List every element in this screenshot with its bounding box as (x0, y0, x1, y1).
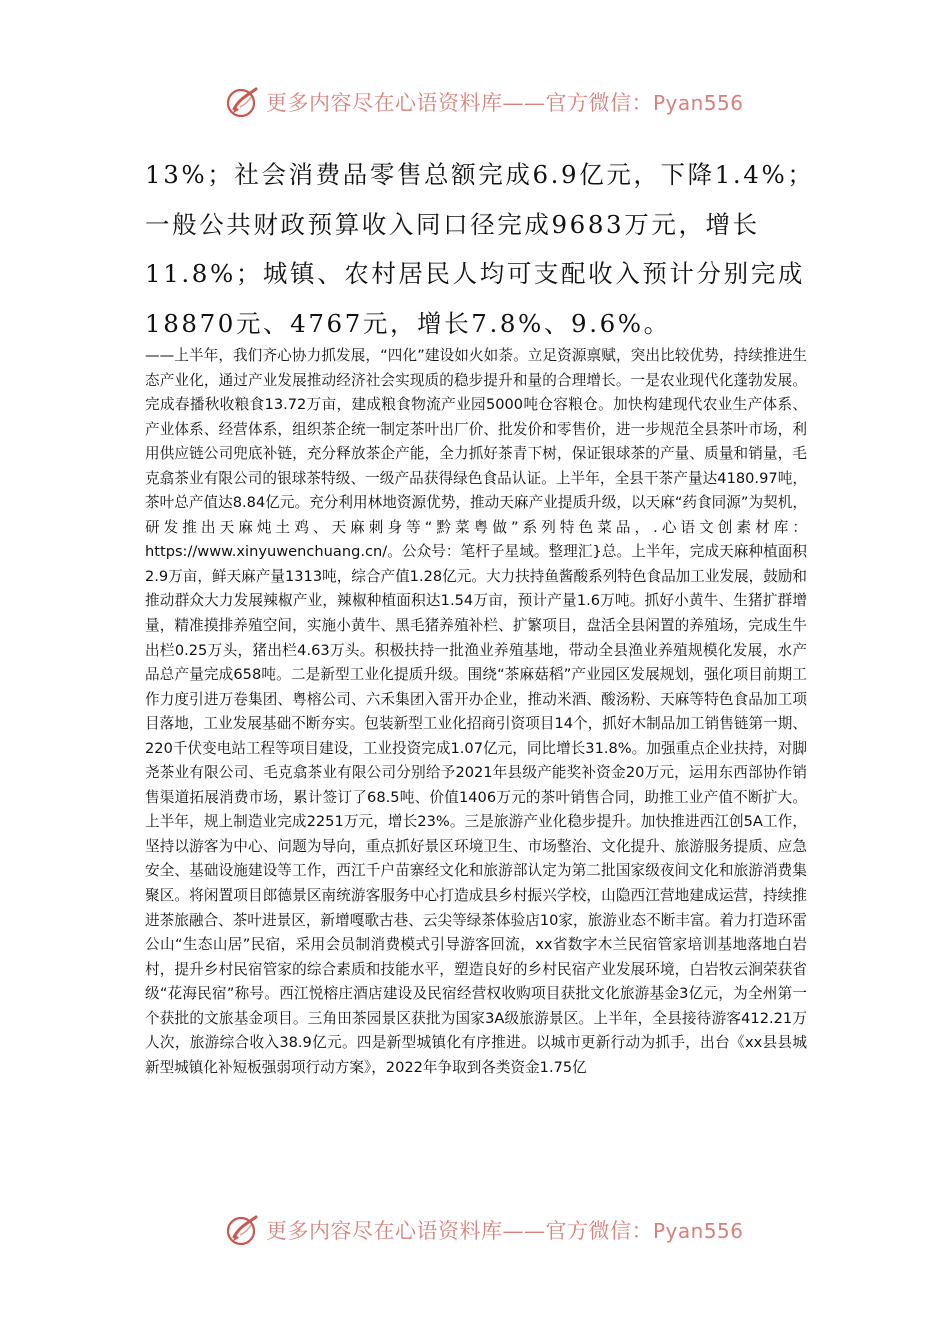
pen-logo-icon (226, 85, 260, 119)
body-paragraph: ——上半年，我们齐心协力抓发展，“四化”建设如火如荼。立足资源禀赋，突出比较优势，持续推进生态产业化，通过产业发展推动经济社会实现质的稳步提升和量的合理增长。一是农业现代化蓬勃发展。完成春播秋收粮食13.72万亩，建成粮食物流产业园5000吨仓容粮仓。加快构建现代农业生产体系、产业体系、经营体系，组织茶企统一制定茶叶出厂价、批发价和零售价，进一步规范全县茶叶市场，利用供应链公司兜底补链，充分释放茶企产能，全力抓好茶青下树，保证银球茶的产量、质量和销量，毛克翕茶业有限公司的银球茶特级、一级产品获得绿色食品认证。上半年，全县干茶产量达4180.97吨，茶叶总产值达8.84亿元。充分利用林地资源优势，推动天麻产业提质升级，以天麻“药食同源”为契机，研发推出天麻炖土鸡、天麻刺身等“黔菜粤做”系列特色菜品，.心语文创素材库：https://www.xinyuwenchuang.cn/。公众号：笔杆子星域。整理汇}总。上半年，完成天麻种植面积2.9万亩，鲜天麻产量1313吨，综合产值1.28亿元。大力扶持鱼酱酸系列特色食品加工业发展，鼓励和推动群众大力发展辣椒产业，辣椒种植面积达1.54万亩，预计产量1.6万吨。抓好小黄牛、生猪扩群增量，精准摸排养殖空间，实施小黄牛、黑毛猪养殖补栏、扩繁项目，盘活全县闲置的养殖场，完成生牛出栏0.25万头，猪出栏4.63万头。积极扶持一批渔业养殖基地，带动全县渔业养殖规模化发展，水产品总产量完成658吨。二是新型工业化提质升级。围绕“茶麻菇稻”产业园区发展规划，强化项目前期工作力度引进万卷集团、粤榕公司、六禾集团入雷开办企业，推动米酒、酸汤粉、天麻等特色食品加工项目落地，工业发展基础不断夯实。包装新型工业化招商引资项目14个，抓好木制品加工销售链第一期、220千伏变电站工程等项目建设，工业投资完成1.07亿元，同比增长31.8%。加强重点企业扶持，对脚尧茶业有限公司、毛克翕茶业有限公司分别给予2021年县级产能奖补资金20万元，运用东西部协作销售渠道拓展消费市场，累计签订了68.5吨、价值1406万元的茶叶销售合同，助推工业产值不断扩大。上半年，规上制造业完成2251万元，增长23%。三是旅游产业化稳步提升。加快推进西江创5A工作，坚持以游客为中心、问题为导向，重点抓好景区环境卫生、市场整治、文化提升、旅游服务提质、应急安全、基础设施建设等工作，西江千户苗寨经文化和旅游部认定为第二批国家级夜间文化和旅游消费集聚区。将闲置项目郎德景区南统游客服务中心打造成县乡村振兴学校，山隐西江营地建成运营，持续推进茶旅融合、茶叶进景区，新增嘎歌古巷、云尖等绿茶体验店10家，旅游业态不断丰富。着力打造环雷公山“生态山居”民宿，采用会员制消费模式引导游客回流，xx省数字木兰民宿管家培训基地落地白岩村，提升乡村民宿管家的综合素质和技能水平，塑造良好的乡村民宿产业发展环境，白岩牧云涧荣获省级“花海民宿”称号。西江悦榕庄酒店建设及民宿经营权收购项目获批文化旅游基金3亿元，为全州第一个获批的文旅基金项目。三角田茶园景区获批为国家3A级旅游景区。上半年，全县接待游客412.21万人次，旅游综合收入38.9亿元。四是新型城镇化有序推进。以城市更新行动为抓手，出台《xx县县城新型城镇化补短板强弱项行动方案》，2022年争取到各类资金1.75亿 (145, 347, 808, 1076)
wechat-id: Pyan556 (653, 1219, 744, 1243)
header-watermark-banner (226, 82, 744, 122)
watermark-text: 更多内容尽在心语资料库——官方微信：Pyan556 (266, 91, 744, 115)
watermark-text: 更多内容尽在心语资料库——官方微信：Pyan556 (266, 1219, 744, 1243)
lead-paragraph: 13%；社会消费品零售总额完成6.9亿元，下降1.4%；一般公共财政预算收入同口径完成9683万元，增长11.8%；城镇、农村居民人均可支配收入预计分别完成18870元、4767元，增长7.8%、9.6%。 (145, 160, 815, 338)
pen-logo-icon (226, 1213, 260, 1247)
footer-watermark-banner (226, 1210, 744, 1250)
wechat-id: Pyan556 (653, 91, 744, 115)
